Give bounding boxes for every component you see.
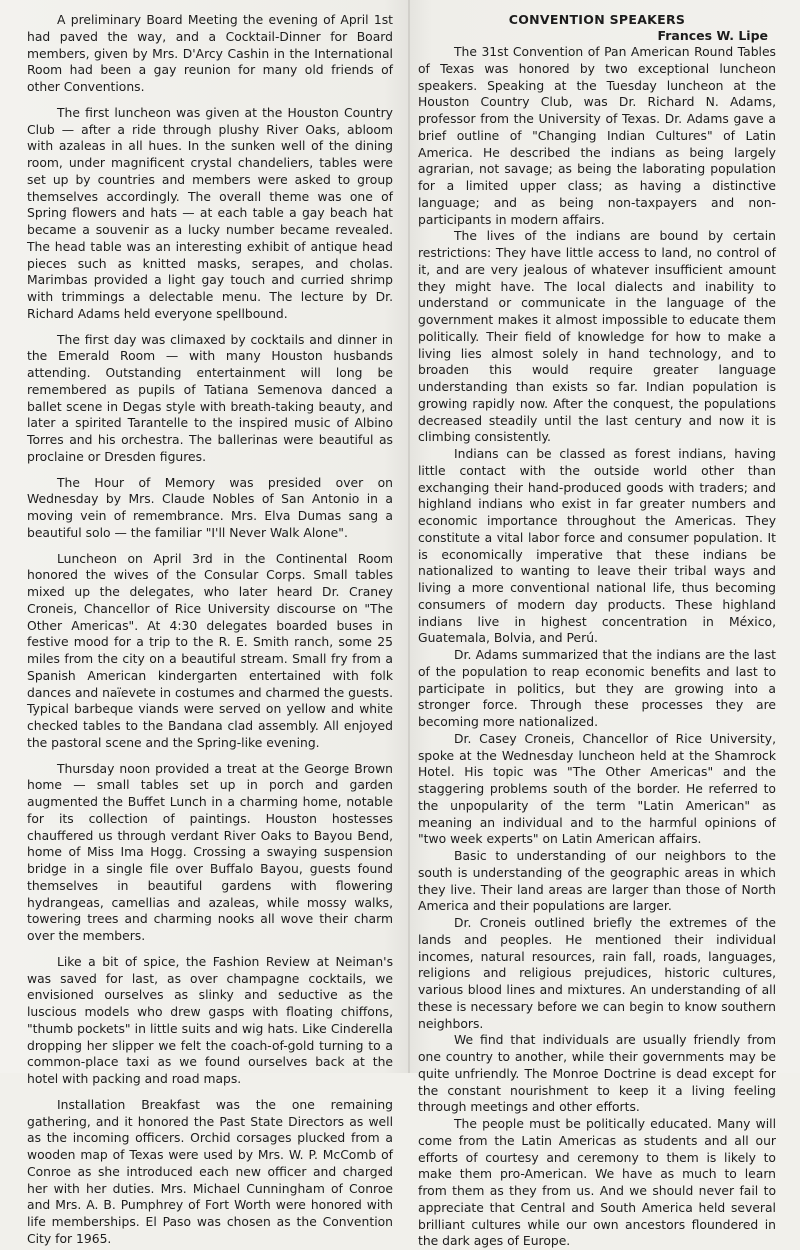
- paragraph: Like a bit of spice, the Fashion Review at Neiman's was saved for last, as over champagne cocktails, we envisioned ourselves as slinky and seductive as the luscious models who drew gasps with floating chiffons, "thumb pockets" in little suits and wig hats. Like Cinderella dropping her slipper we felt the coach-of-gold turning to a common-place taxi as we found ourselves back at the hotel with packing and road maps.: [27, 954, 393, 1086]
- page-fold-crease: [408, 0, 410, 1073]
- paragraph: The Hour of Memory was presided over on Wednesday by Mrs. Claude Nobles of San Antonio in a moving vein of remembrance. Mrs. Elva Dumas sang a beautiful solo — the familiar "I'll Never Walk Alone".: [27, 475, 393, 540]
- paragraph: Dr. Croneis outlined briefly the extremes of the lands and peoples. He mentioned their individual incomes, natural resources, rain fall, roads, languages, religions and religious prejudices, historic cultures, various blood lines and mixtures. An understanding of all these is necessary before we can begin to know southern neighbors.: [418, 916, 776, 1031]
- paragraph: Thursday noon provided a treat at the George Brown home — small tables set up in porch and garden augmented the Buffet Lunch in a charming home, notable for its collection of paintings. Houston hostesses chauffered us through verdant River Oaks to Bayou Bend, home of Miss Ima Hogg. Crossing a swaying suspension bridge in a single file over Buffalo Bayou, guests found themselves in beautiful gardens with flowering hydrangeas, camellias and azaleas, while mossy walks, towering trees and charming nooks all wove their charm over the members.: [27, 761, 393, 943]
- paragraph: The 31st Convention of Pan American Round Tables of Texas was honored by two exceptional luncheon speakers. Speaking at the Tuesday luncheon at the Houston Country Club, was Dr. Richard N. Adams, professor from the University of Texas. Dr. Adams gave a brief outline of "Changing Indian Cultures" of Latin America. He described the indians as being largely agrarian, not savage; as being the laborating population for a limited upper class; as having a distinctive language; and as being non-taxpayers and non-participants in modern affairs.: [418, 45, 776, 227]
- paragraph: Basic to understanding of our neighbors to the south is understanding of the geographic areas in which they live. Their land areas are larger than those of North America and their populations are larger.: [418, 849, 776, 914]
- right-column: [418, 12, 776, 1250]
- paragraph: Indians can be classed as forest indians, having little contact with the outside world other than exchanging their hand-produced goods with traders; and highland indians who exist in far greater numbers and economic importance throughout the Americas. They constitute a vital labor force and consumer population. It is economically imperative that these indians be nationalized to wanting to leave their tribal ways and living a more conventional national life, thus becoming consumers of modern day products. These highland indians live in highest concentration in México, Guatemala, Bolvia, and Perú.: [418, 447, 776, 646]
- paragraph: Installation Breakfast was the one remaining gathering, and it honored the Past State Directors as well as the incoming officers. Orchid corsages plucked from a wooden map of Texas were used by Mrs. W. P. McComb of Conroe as she introduced each new officer and charged her with her duties. Mrs. Michael Cunningham of Conroe and Mrs. A. B. Pumphrey of Fort Worth were honored with life memberships. El Paso was chosen as the Convention City for 1965.: [27, 1097, 393, 1246]
- paragraph: The lives of the indians are bound by certain restrictions: They have little access to land, no control of it, and are very jealous of whatever insufficient amount they might have. The local dialects and inability to understand or communicate in the language of the government makes it almost impossible to educate them politically. Their field of knowledge for how to make a living lies almost solely in hand technology, and to broaden this would require greater language understanding than exists so far. Indian population is growing rapidly now. After the conquest, the populations decreased steadily until the last century and now it is climbing consistently.: [418, 229, 776, 445]
- paragraph: Luncheon on April 3rd in the Continental Room honored the wives of the Consular Corps. Small tables mixed up the delegates, who later heard Dr. Craney Croneis, Chancellor of Rice University discourse on "The Other Americas". At 4:30 delegates boarded buses in festive mood for a trip to the R. E. Smith ranch, some 25 miles from the city on a beautiful stream. Small fry from a Spanish American kindergarten entertained with folk dances and naïevete in costumes and charmed the guests. Typical barbeque viands were served on yellow and white checked tables to the Bandana clad assembly. All enjoyed the pastoral scene and the Spring-like evening.: [27, 551, 393, 750]
- paragraph: The first luncheon was given at the Houston Country Club — after a ride through plushy River Oaks, abloom with azaleas in all hues. In the sunken well of the dining room, under magnificent crystal chandeliers, tables were set up by countries and members were asked to group themselves accordingly. The overall theme was one of Spring flowers and hats — at each table a gay beach hat became a souvenir as a lucky number became revealed. The head table was an interesting exhibit of antique head pieces such as knitted masks, serapes, and cholas. Marimbas provided a light gay touch and curried shrimp with trimmings a delectable menu. The lecture by Dr. Richard Adams held everyone spellbound.: [27, 105, 393, 321]
- left-column: [27, 12, 393, 1248]
- paragraph: A preliminary Board Meeting the evening of April 1st had paved the way, and a Cocktail-Dinner for Board members, given by Mrs. D'Arcy Cashin in the International Room had been a gay reunion for many old friends of other Conventions.: [27, 13, 393, 94]
- author-byline: Frances W. Lipe: [657, 28, 768, 43]
- paragraph: The first day was climaxed by cocktails and dinner in the Emerald Room — with many Houston husbands attending. Outstanding entertainment will long be remembered as pupils of Tatiana Semenova danced a ballet scene in Degas style with breath-taking beauty, and later a spirited Tarantelle to the inspired music of Albino Torres and his orchestra. The ballerinas were beautiful as proclaine or Dresden figures.: [27, 332, 393, 464]
- paragraph: We find that individuals are usually friendly from one country to another, while their governments may be quite unfriendly. The Monroe Doctrine is dead except for the constant nourishment to keep it a living feeling through meetings and other efforts.: [418, 1033, 776, 1115]
- section-heading: CONVENTION SPEAKERS: [508, 12, 686, 27]
- paragraph: The people must be politically educated. Many will come from the Latin Americas as students and all our efforts of courtesy and ceremony to them is likely to make them pro-American. We have as much to learn from them as they from us. And we should never fail to appreciate that Central and South America held several brilliant cultures while our own ancestors floundered in the dark ages of Europe.: [418, 1117, 776, 1249]
- paragraph: Dr. Adams summarized that the indians are the last of the population to reap economic benefits and last to participate in politics, but they are growing into a stronger force. Through these processes they are becoming more nationalized.: [418, 648, 776, 729]
- paragraph: Dr. Casey Croneis, Chancellor of Rice University, spoke at the Wednesday luncheon held at the Shamrock Hotel. His topic was "The Other Americas" and the staggering problems south of the border. He referred to the unpopularity of the term "Latin American" as meaning an individual and to the harmful opinions of "two week experts" on Latin American affairs.: [418, 731, 776, 847]
